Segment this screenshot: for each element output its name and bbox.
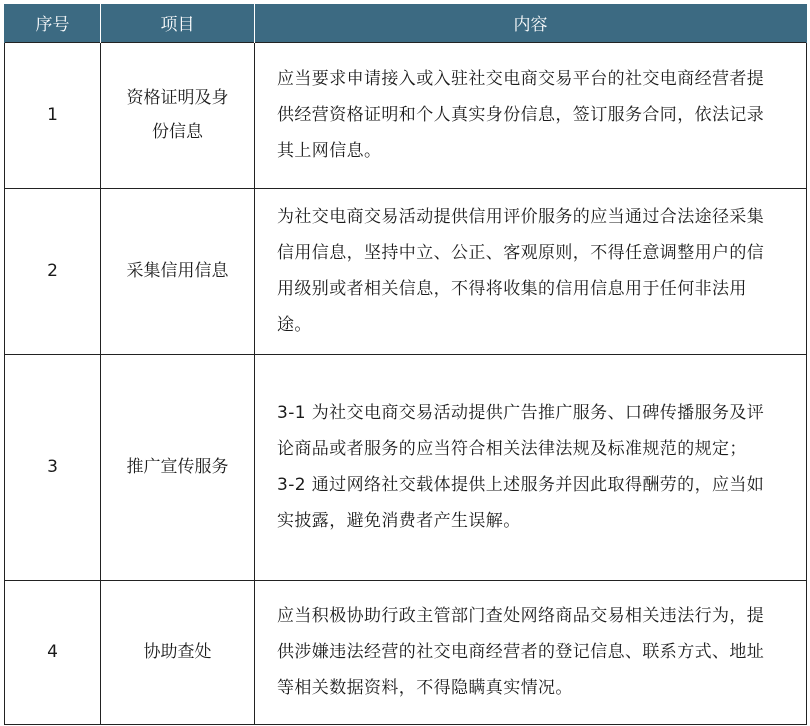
content-paragraph: 3-2 通过网络社交载体提供上述服务并因此取得酬劳的，应当如实披露，避免消费者产生误解。 (277, 475, 765, 531)
row-number: 1 (5, 42, 101, 188)
table-row (5, 42, 807, 188)
header-item: 项目 (101, 4, 255, 42)
table-row (5, 354, 807, 580)
row-content (255, 580, 807, 724)
table-row (5, 580, 807, 724)
row-item: 采集信用信息 (101, 188, 255, 354)
row-number: 3 (5, 354, 101, 580)
content-paragraph: 为社交电商交易活动提供信用评价服务的应当通过合法途径采集信用信息，坚持中立、公正、客观原则，不得任意调整用户的信用级别或者相关信息，不得将收集的信用信息用于任何非法用途。 (277, 207, 765, 335)
table-container (4, 4, 806, 725)
info-table (4, 4, 807, 725)
header-content: 内容 (255, 4, 807, 42)
content-paragraph: 应当要求申请接入或入驻社交电商交易平台的社交电商经营者提供经营资格证明和个人真实身份信息，签订服务合同，依法记录其上网信息。 (277, 69, 765, 161)
row-number: 2 (5, 188, 101, 354)
row-content (255, 354, 807, 580)
row-content (255, 188, 807, 354)
row-content (255, 42, 807, 188)
header-no: 序号 (5, 4, 101, 42)
row-number: 4 (5, 580, 101, 724)
row-item: 协助查处 (101, 580, 255, 724)
content-paragraph: 应当积极协助行政主管部门查处网络商品交易相关违法行为，提供涉嫌违法经营的社交电商经营者的登记信息、联系方式、地址等相关数据资料，不得隐瞒真实情况。 (277, 606, 765, 698)
content-paragraph: 3-1 为社交电商交易活动提供广告推广服务、口碑传播服务及评论商品或者服务的应当符合相关法律法规及标准规范的规定； (277, 403, 765, 459)
row-item: 推广宣传服务 (101, 354, 255, 580)
table-row (5, 188, 807, 354)
row-item: 资格证明及身份信息 (101, 42, 255, 188)
table-header-row (5, 4, 807, 42)
